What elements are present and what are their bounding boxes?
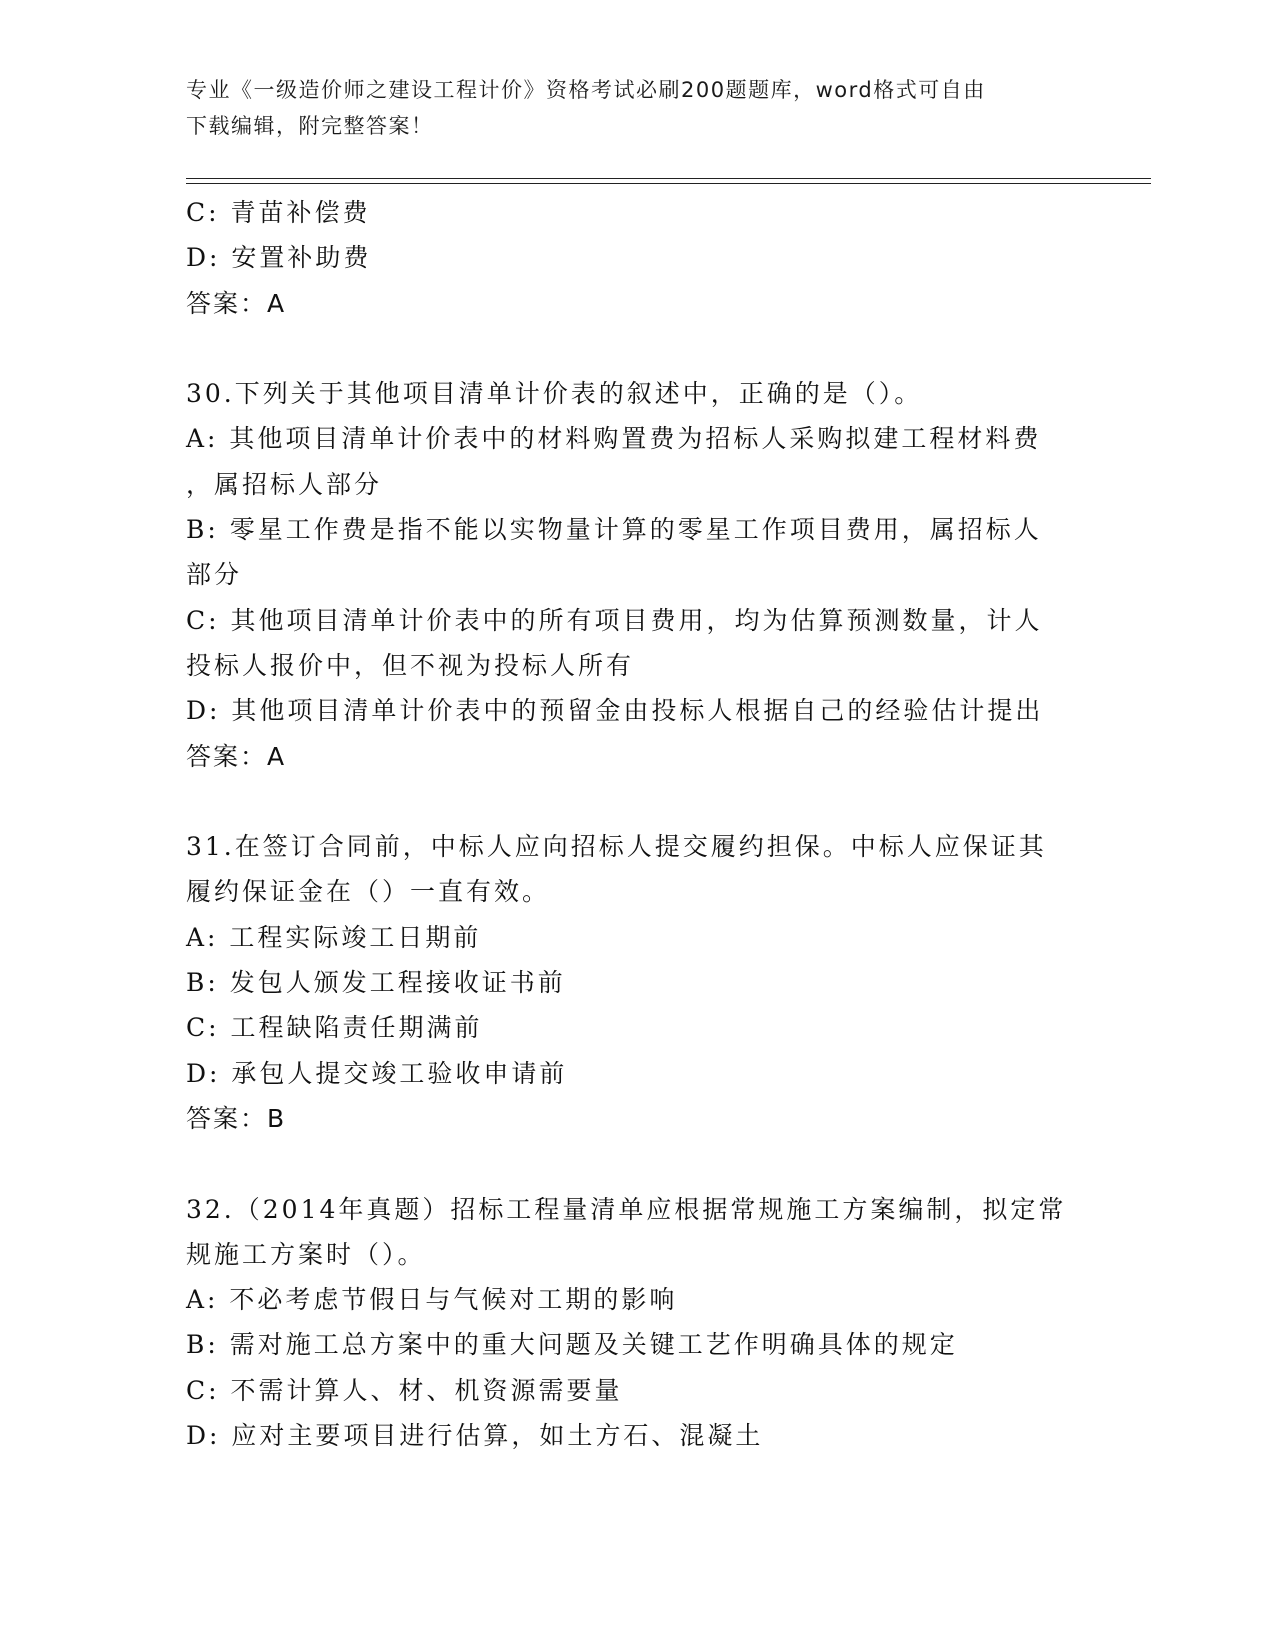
- option-a-continued: ，属招标人部分: [186, 469, 383, 499]
- option-a: A: 工程实际竣工日期前: [186, 922, 482, 952]
- question-stem: 31.在签订合同前，中标人应向招标人提交履约担保。中标人应保证其: [186, 832, 1047, 862]
- question-content: [186, 190, 1066, 1458]
- option-b-continued: 部分: [186, 560, 243, 590]
- answer: 答案：A: [186, 741, 287, 771]
- option-d: D: 应对主要项目进行估算，如土方石、混凝土: [186, 1421, 764, 1451]
- question-32: [186, 1187, 1066, 1459]
- option-a: A: 其他项目清单计价表中的材料购置费为招标人采购拟建工程材料费: [186, 424, 1042, 454]
- option-b: B: 需对施工总方案中的重大问题及关键工艺作明确具体的规定: [186, 1330, 958, 1360]
- spacer: [186, 326, 1066, 371]
- option-a: A: 不必考虑节假日与气候对工期的影响: [186, 1285, 678, 1315]
- option-c-continued: 投标人报价中，但不视为投标人所有: [186, 650, 635, 680]
- option-c: C: 工程缺陷责任期满前: [186, 1013, 483, 1043]
- option-d: D: 安置补助费: [186, 243, 372, 273]
- option-b: B: 零星工作费是指不能以实物量计算的零星工作项目费用，属招标人: [186, 515, 1042, 545]
- option-c: C: 不需计算人、材、机资源需要量: [186, 1375, 623, 1405]
- header-divider-bottom: [186, 183, 1151, 184]
- option-d: D: 其他项目清单计价表中的预留金由投标人根据自己的经验估计提出: [186, 696, 1044, 726]
- option-b: B: 发包人颁发工程接收证书前: [186, 968, 566, 998]
- answer: 答案：A: [186, 288, 287, 318]
- header-line-2: 下载编辑，附完整答案！: [186, 114, 434, 138]
- question-stem-continued: 规施工方案时（）。: [186, 1239, 426, 1269]
- header-line-1: 专业《一级造价师之建设工程计价》资格考试必刷200题题库，word格式可自由: [186, 78, 986, 102]
- option-c: C: 其他项目清单计价表中的所有项目费用，均为估算预测数量，计人: [186, 605, 1043, 635]
- question-stem-continued: 履约保证金在（）一直有效。: [186, 877, 551, 907]
- option-c: C: 青苗补偿费: [186, 198, 371, 227]
- option-d: D: 承包人提交竣工验收申请前: [186, 1058, 568, 1088]
- previous-question-tail: [186, 190, 1066, 326]
- question-30: [186, 371, 1066, 779]
- question-31: [186, 824, 1066, 1141]
- document-header: [186, 72, 1066, 144]
- question-stem: 32.（2014年真题）招标工程量清单应根据常规施工方案编制，拟定常: [186, 1194, 1067, 1224]
- question-stem: 30.下列关于其他项目清单计价表的叙述中，正确的是（）。: [186, 379, 923, 409]
- spacer: [186, 1141, 1066, 1186]
- spacer: [186, 779, 1066, 824]
- header-divider-top: [186, 178, 1151, 179]
- answer: 答案：B: [186, 1103, 287, 1133]
